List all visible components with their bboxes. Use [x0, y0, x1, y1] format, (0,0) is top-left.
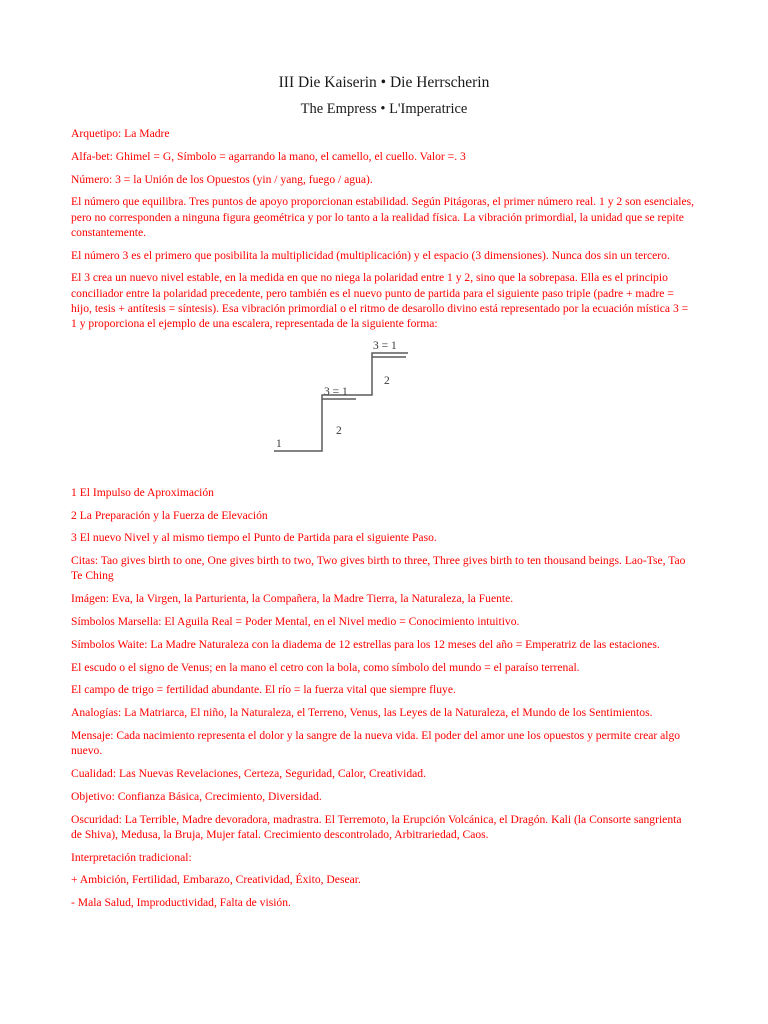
document-body: [71, 126, 695, 918]
paragraph-step-3: 3 El nuevo Nivel y al mismo tiempo el Punto de Partida para el siguiente Paso.: [71, 531, 437, 545]
staircase-step2-inner: 2: [384, 374, 390, 387]
paragraph-alphabet: Alfa-bet: Ghimel = G, Símbolo = agarrando la mano, el camello, el cuello. Valor =. 3: [71, 149, 466, 163]
staircase-step1-inner: 2: [336, 424, 342, 437]
paragraph-number: Número: 3 = la Unión de los Opuestos (yin / yang, fuego / agua).: [71, 172, 373, 186]
paragraph-multiplicity: El número 3 es el primero que posibilita la multiplicidad (multiplicación) y el espacio (3 dimensiones). Nunca dos sin un tercero.: [71, 248, 670, 262]
paragraph-image: Imágen: Eva, la Virgen, la Parturienta, la Compañera, la Madre Tierra, la Naturaleza, la Fuente.: [71, 592, 514, 606]
paragraph-archetype: Arquetipo: La Madre: [71, 127, 170, 140]
staircase-diagram: [270, 339, 410, 473]
staircase-figure: [71, 339, 695, 475]
paragraph-step-2: 2 La Preparación y la Fuerza de Elevación: [71, 508, 268, 522]
paragraph-venus-shield: El escudo o el signo de Venus; en la mano el cetro con la bola, como símbolo del mundo = el paraíso terrenal.: [71, 660, 580, 674]
paragraph-negative: - Mala Salud, Improductividad, Falta de visión.: [71, 896, 291, 910]
paragraph-message: Mensaje: Cada nacimiento representa el dolor y la sangre de la nueva vida. El poder del amor une los opuestos y permite crear algo nuevo.: [71, 728, 681, 758]
paragraph-positive: + Ambición, Fertilidad, Embarazo, Creatividad, Éxito, Desear.: [71, 873, 361, 887]
paragraph-marseille-symbols: Símbolos Marsella: El Aguila Real = Poder Mental, en el Nivel medio = Conocimiento intuitivo.: [71, 614, 520, 628]
paragraph-analogies: Analogías: La Matriarca, El niño, la Naturaleza, el Terreno, Venus, las Leyes de la Naturaleza, el Mundo de los Sentimientos.: [71, 706, 653, 720]
paragraph-quality: Cualidad: Las Nuevas Revelaciones, Certeza, Seguridad, Calor, Creatividad.: [71, 766, 426, 780]
paragraph-traditional-heading: Interpretación tradicional:: [71, 850, 192, 864]
paragraph-objective: Objetivo: Confianza Básica, Crecimiento, Diversidad.: [71, 789, 322, 803]
document-subtitle: The Empress • L'Imperatrice: [300, 101, 468, 117]
paragraph-step-1: 1 El Impulso de Aproximación: [71, 485, 214, 499]
paragraph-waite-symbols: Símbolos Waite: La Madre Naturaleza con la diadema de 12 estrellas para los 12 meses del año = Emperatriz de las estaciones.: [71, 637, 660, 651]
paragraph-balance: El número que equilibra. Tres puntos de apoyo proporcionan estabilidad. Según Pitágoras, el primer número real. 1 y 2 son esenciales, pero no corresponden a ninguna figura geométrica y por lo tanto a la realidad física. La vibración primordial, la unidad que se repite constantemente.: [71, 195, 695, 239]
paragraph-wheat-field: El campo de trigo = fertilidad abundante. El río = la fuerza vital que siempre fluye.: [71, 683, 456, 697]
staircase-step1-top: 3 = 1: [324, 385, 348, 398]
paragraph-new-level: El 3 crea un nuevo nivel estable, en la medida en que no niega la polaridad entre 1 y 2, sino que la sobrepasa. Ella es el principio conciliador entre la polaridad precedente, pero también es el nuevo punto de partida para el siguiente paso triple (padre + madre = hijo, tesis + antítesis = síntesis). Esa vibración primordial o el ritmo de desarollo divino está representado por la ecuación mística 3 = 1 y proporciona el ejemplo de una escalera, representada de la siguiente forma:: [71, 271, 689, 330]
staircase-bottom-label: 1: [276, 437, 282, 450]
staircase-step2-top: 3 = 1: [373, 339, 397, 352]
paragraph-darkness: Oscuridad: La Terrible, Madre devoradora, madrastra. El Terremoto, la Erupción Volcánica, el Dragón. Kali (la Consorte sangrienta de Shiva), Medusa, la Bruja, Mujer fatal. Crecimiento descontrolado, Arbitrariedad, Caos.: [71, 812, 682, 841]
document-title: III Die Kaiserin • Die Herrscherin: [278, 74, 490, 91]
paragraph-quotes: Citas: Tao gives birth to one, One gives birth to two, Two gives birth to three, Three gives birth to ten thousand beings. Lao-Tse, Tao Te Ching: [71, 554, 686, 583]
